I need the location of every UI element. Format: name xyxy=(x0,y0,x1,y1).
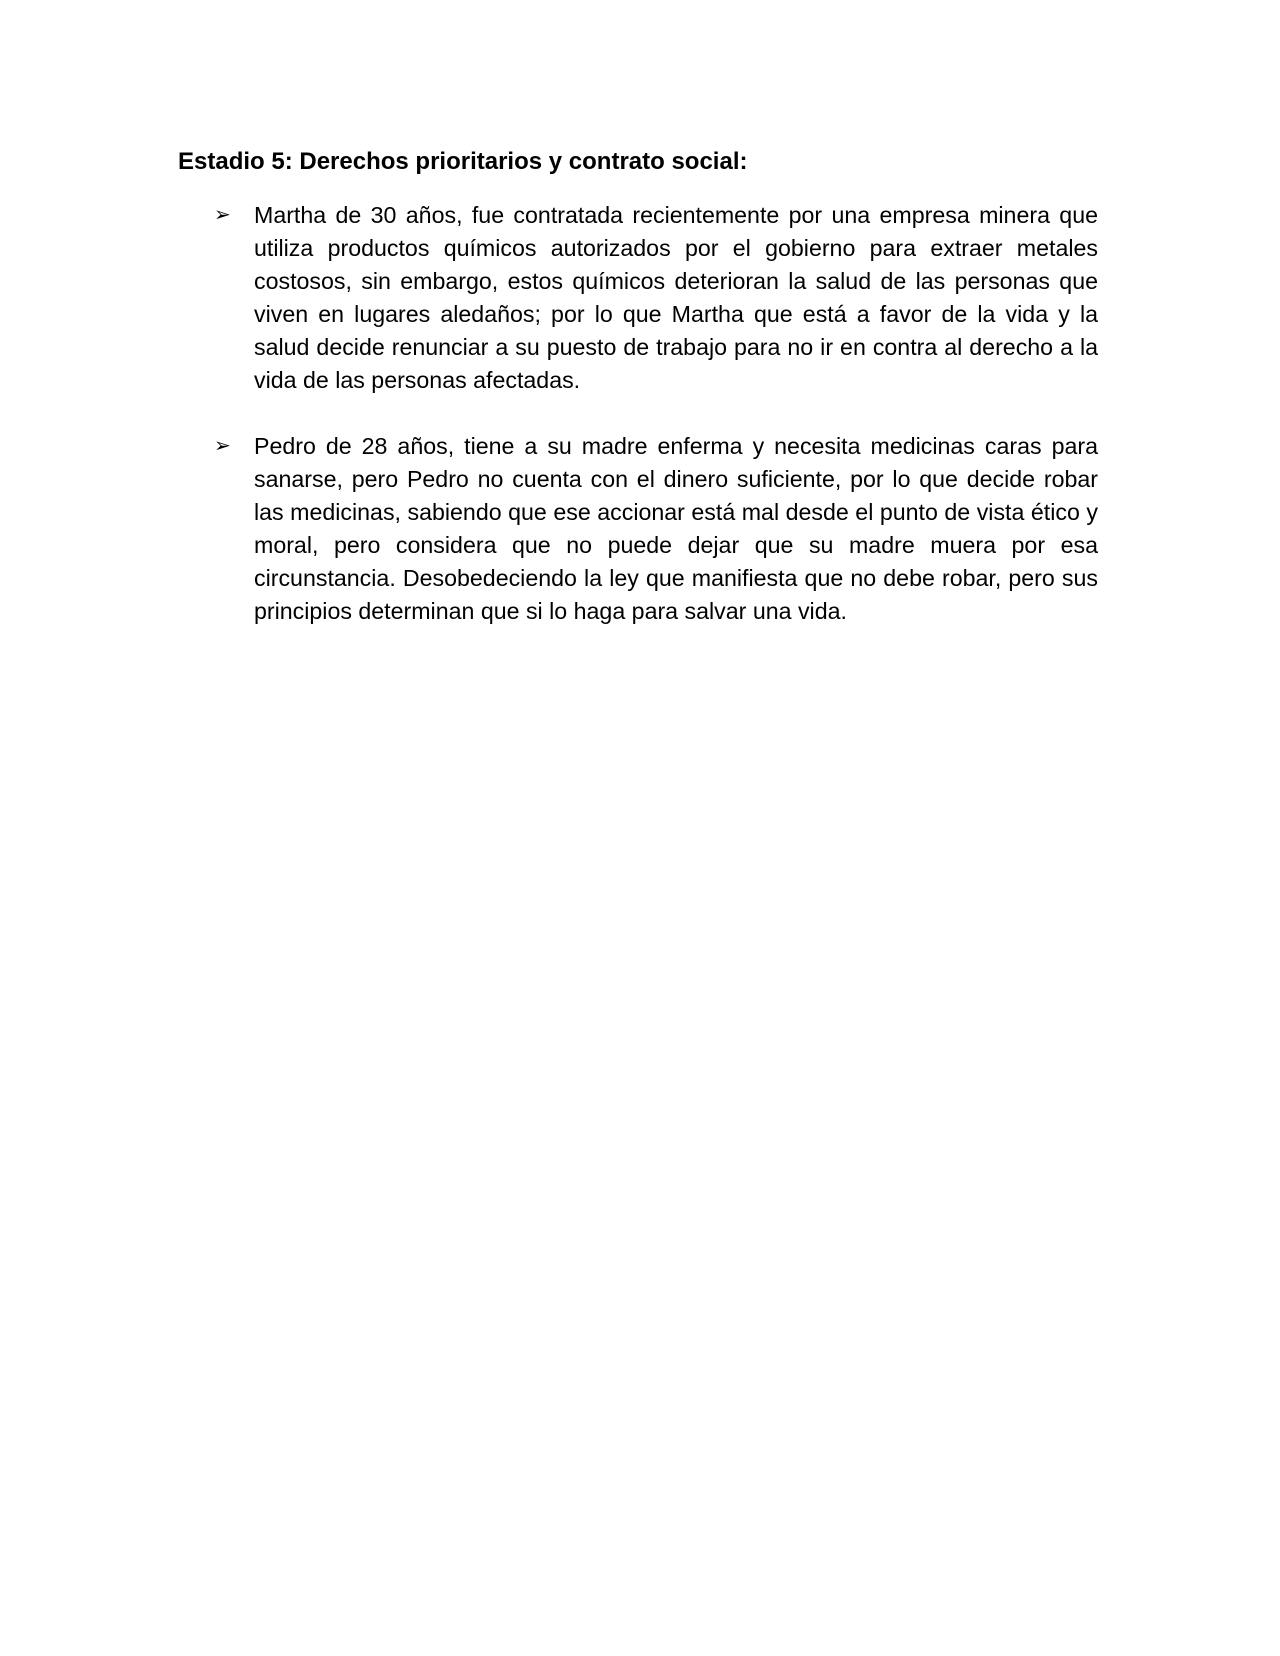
bullet-list xyxy=(214,199,1098,628)
list-item-pedro xyxy=(214,430,1098,628)
arrowhead-bullet-icon: ➢ xyxy=(214,435,231,457)
list-item-text: Martha de 30 años, fue contratada recientemente por una empresa minera que utiliza productos químicos autorizados por el gobierno para extraer metales costosos, sin embargo, estos químicos deterioran la salud de las personas que viven en lugares aledaños; por lo que Martha que está a favor de la vida y la salud decide renunciar a su puesto de trabajo para no ir en contra al derecho a la vida de las personas afectadas. xyxy=(254,202,1098,393)
list-item-text: Pedro de 28 años, tiene a su madre enferma y necesita medicinas caras para sanarse, pero Pedro no cuenta con el dinero suficiente, por lo que decide robar las medicinas, sabiendo que ese accionar está mal desde el punto de vista ético y moral, pero considera que no puede dejar que su madre muera por esa circunstancia. Desobedeciendo la ley que manifiesta que no debe robar, pero sus principios determinan que si lo haga para salvar una vida. xyxy=(254,433,1098,624)
list-item-martha xyxy=(214,199,1098,397)
arrowhead-bullet-icon: ➢ xyxy=(214,204,231,226)
section-heading: Estadio 5: Derechos prioritarios y contrato social: xyxy=(178,148,748,175)
